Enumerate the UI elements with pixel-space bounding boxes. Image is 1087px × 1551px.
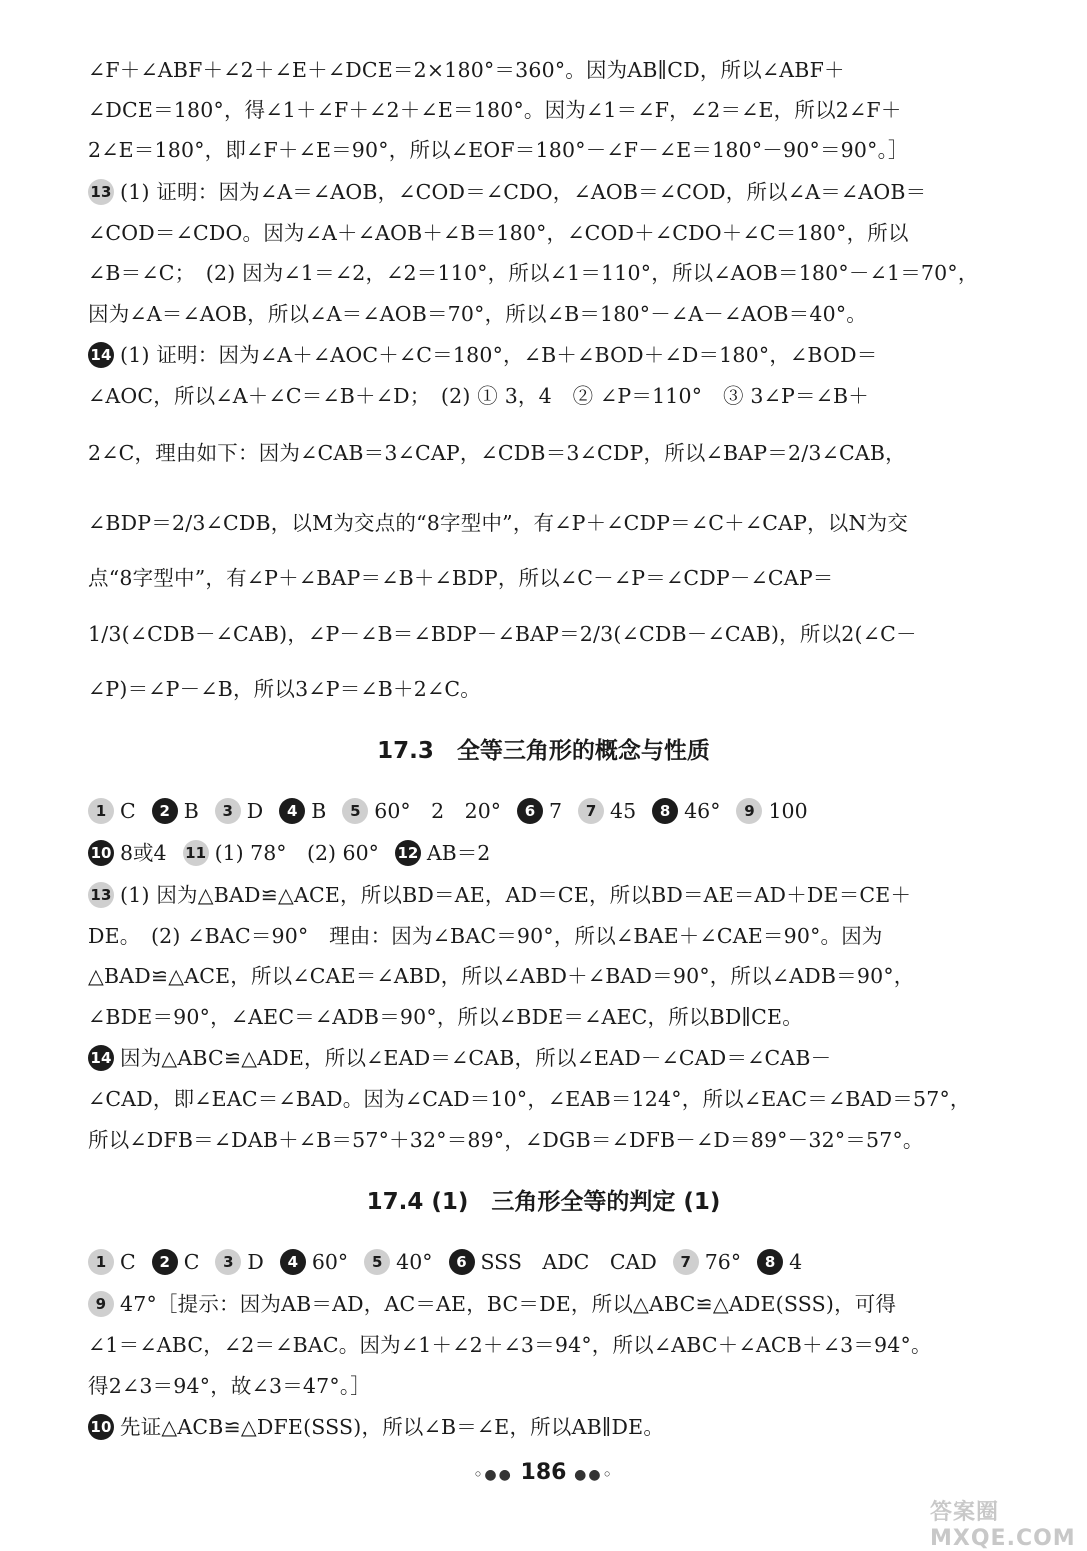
text-line: 47°［提示：因为AB＝AD，AC＝AE，BC＝DE，所以△ABC≌△ADE(SSS)，可得 (120, 1292, 897, 1316)
answer-item (152, 1247, 204, 1277)
answer-item (449, 1247, 661, 1277)
text-line: (1) 证明：因为∠A＋∠AOC＋∠C＝180°，∠B＋∠BOD＋∠D＝180°，∠BOD＝ (120, 343, 878, 367)
question-number-badge: 6 (517, 798, 543, 824)
question-number-badge: 9 (736, 798, 762, 824)
answer-item (673, 1247, 745, 1277)
section-title: 17.4 (1) 三角形全等的判定 (1) (366, 1189, 721, 1215)
answer-item (578, 796, 640, 826)
question-13 (88, 880, 1013, 910)
answer-item (757, 1247, 806, 1277)
question-number-badge: 10 (88, 1414, 114, 1440)
answer-value: 46° (684, 799, 721, 823)
text-line: DE。 (2) ∠BAC＝90° 理由：因为∠BAC＝90°，所以∠BAE＋∠CAE＝90°。因为 (88, 924, 883, 948)
answer-value: 60° 2 20° (374, 799, 501, 823)
text-line: 先证△ACB≌△DFE(SSS)，所以∠B＝∠E，所以AB∥DE。 (120, 1415, 665, 1439)
question-number-badge: 6 (449, 1249, 475, 1275)
question-number-badge: 10 (88, 840, 114, 866)
answer-row (88, 796, 1013, 826)
text-line: 点“8字型中”，有∠P＋∠BAP＝∠B＋∠BDP，所以∠C－∠P＝∠CDP－∠CAP＝ (88, 566, 834, 590)
question-number-badge: 5 (364, 1249, 390, 1275)
question-13 (88, 177, 1013, 207)
answer-item (736, 796, 811, 826)
answer-value: C (120, 1250, 136, 1274)
page-footer (0, 1460, 1087, 1485)
text-line: (1) 因为△BAD≌△ACE，所以BD＝AE，AD＝CE，所以BD＝AE＝AD＋DE＝CE＋ (120, 883, 912, 907)
answer-value: 8或4 (120, 841, 167, 865)
answer-item (183, 838, 383, 868)
answer-value: 4 (789, 1250, 803, 1274)
answer-value: B (311, 799, 327, 823)
text-line: ∠F＋∠ABF＋∠2＋∠E＋∠DCE＝2×180°＝360°。因为AB∥CD，所以∠ABF＋ (88, 58, 845, 82)
question-number-badge: 12 (395, 840, 421, 866)
question-number-badge: 4 (280, 1249, 306, 1275)
text-line: ∠P)＝∠P－∠B，所以3∠P＝∠B＋2∠C。 (88, 677, 481, 701)
answer-value: 45 (610, 799, 637, 823)
answer-value: (1) 78° (2) 60° (214, 841, 379, 865)
question-number-badge: 13 (88, 179, 114, 205)
question-14 (88, 340, 1013, 370)
text-line: ∠COD＝∠CDO。因为∠A＋∠AOB＋∠B＝180°，∠COD＋∠CDO＋∠C＝180°，所以 (88, 221, 909, 245)
text-line: △BAD≌△ACE，所以∠CAE＝∠ABD，所以∠ABD＋∠BAD＝90°，所以∠ADB＝90°， (88, 964, 915, 988)
answer-item (517, 796, 566, 826)
watermark: 答案圈 MXQE.COM (930, 1500, 1076, 1551)
text-line: 得2∠3＝94°，故∠3＝47°。］ (88, 1374, 372, 1398)
answer-item (280, 1247, 352, 1277)
answer-item (88, 796, 140, 826)
answer-item (395, 838, 494, 868)
question-number-badge: 5 (342, 798, 368, 824)
answer-item (364, 1247, 436, 1277)
question-number-badge: 1 (88, 798, 114, 824)
answer-value: AB＝2 (426, 841, 491, 865)
answer-value: D (247, 1250, 264, 1274)
question-number-badge: 13 (88, 882, 114, 908)
question-number-badge: 8 (652, 798, 678, 824)
text-line: 2∠C，理由如下：因为∠CAB＝3∠CAP，∠CDB＝3∠CDP，所以∠BAP＝2/3∠CAB， (88, 441, 906, 465)
text-line: ∠BDE＝90°，∠AEC＝∠ADB＝90°，所以∠BDE＝∠AEC，所以BD∥CE。 (88, 1005, 803, 1029)
answer-value: C (183, 1250, 200, 1274)
answer-value: 60° (311, 1250, 349, 1274)
text-line: 1/3(∠CDB－∠CAB)，∠P－∠B＝∠BDP－∠BAP＝2/3(∠CDB－∠CAB)，所以2(∠C－ (88, 622, 917, 646)
question-number-badge: 3 (215, 1249, 241, 1275)
decorative-dots-icon: ◦●● (473, 1467, 513, 1483)
question-number-badge: 8 (757, 1249, 783, 1275)
text-line: ∠DCE＝180°，得∠1＋∠F＋∠2＋∠E＝180°。因为∠1＝∠F，∠2＝∠E，所以2∠F＋ (88, 98, 902, 122)
text-line: 因为∠A＝∠AOB，所以∠A＝∠AOB＝70°，所以∠B＝180°－∠A－∠AOB＝40°。 (88, 302, 867, 326)
answer-item (215, 1247, 267, 1277)
answer-row (88, 1247, 1013, 1277)
text-line: ∠1＝∠ABC，∠2＝∠BAC。因为∠1＋∠2＋∠3＝94°，所以∠ABC＋∠ACB＋∠3＝94°。 (88, 1333, 932, 1357)
question-number-badge: 3 (215, 798, 241, 824)
decorative-dots-icon: ●●◦ (574, 1467, 614, 1483)
question-number-badge: 4 (279, 798, 305, 824)
answer-value: C (120, 799, 136, 823)
answer-value: 76° (704, 1250, 742, 1274)
answer-item (88, 838, 171, 868)
text-line: ∠CAD，即∠EAC＝∠BAD。因为∠CAD＝10°，∠EAB＝124°，所以∠EAC＝∠BAD＝57°， (88, 1087, 971, 1111)
answer-item (279, 796, 330, 826)
question-9 (88, 1289, 1013, 1319)
question-number-badge: 11 (183, 840, 209, 866)
text-line: ∠BDP＝2/3∠CDB，以M为交点的“8字型中”，有∠P＋∠CDP＝∠C＋∠CAP，以N为交 (88, 511, 909, 535)
text-line: (1) 证明：因为∠A＝∠AOB，∠COD＝∠CDO，∠AOB＝∠COD，所以∠A＝∠AOB＝ (120, 180, 927, 204)
answer-value: B (183, 799, 199, 823)
answer-row (88, 838, 1013, 868)
answer-value: D (246, 799, 264, 823)
section-title: 17.3 全等三角形的概念与性质 (377, 738, 710, 764)
text-line: ∠AOC，所以∠A＋∠C＝∠B＋∠D； (2) ① 3，4 ② ∠P＝110° ③ 3∠P＝∠B＋ (88, 384, 870, 408)
text-line: ∠B＝∠C； (2) 因为∠1＝∠2，∠2＝110°，所以∠1＝110°，所以∠AOB＝180°－∠1＝70°， (88, 261, 979, 285)
question-10 (88, 1412, 1013, 1442)
answer-item (152, 796, 203, 826)
question-number-badge: 2 (152, 1249, 178, 1275)
answer-value: 40° (396, 1250, 433, 1274)
question-number-badge: 9 (88, 1291, 114, 1317)
page-number: 186 (520, 1460, 567, 1485)
answer-value: 7 (549, 799, 563, 823)
answer-value: SSS ADC CAD (480, 1250, 657, 1274)
text-line: 因为△ABC≌△ADE，所以∠EAD＝∠CAB，所以∠EAD－∠CAD＝∠CAB－ (120, 1046, 832, 1070)
answer-item (652, 796, 724, 826)
answer-value: 100 (768, 799, 808, 823)
question-number-badge: 1 (88, 1249, 114, 1275)
text-line: 所以∠DFB＝∠DAB＋∠B＝57°＋32°＝89°，∠DGB＝∠DFB－∠D＝89°－32°＝57°。 (88, 1128, 924, 1152)
answer-item (342, 796, 505, 826)
question-number-badge: 14 (88, 1045, 114, 1071)
question-number-badge: 14 (88, 342, 114, 368)
question-number-badge: 7 (673, 1249, 699, 1275)
answer-item (215, 796, 267, 826)
question-14 (88, 1043, 1013, 1073)
question-number-badge: 2 (152, 798, 178, 824)
answer-item (88, 1247, 140, 1277)
question-number-badge: 7 (578, 798, 604, 824)
text-line: 2∠E＝180°，即∠F＋∠E＝90°，所以∠EOF＝180°－∠F－∠E＝180°－90°＝90°。］ (88, 138, 909, 162)
